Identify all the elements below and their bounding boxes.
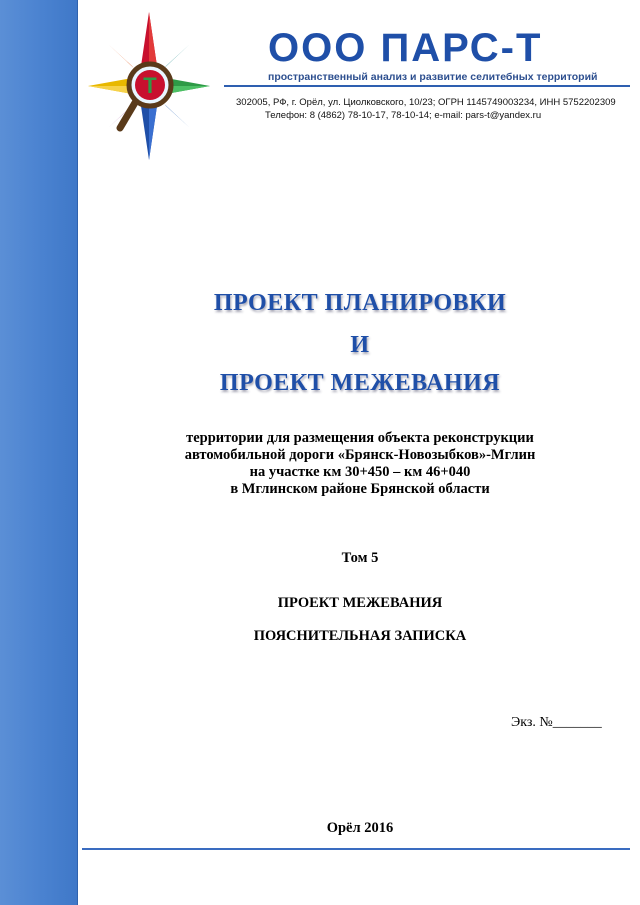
city-year: Орёл 2016 xyxy=(326,820,394,836)
document-type: ПОЯСНИТЕЛЬНАЯ ЗАПИСКА xyxy=(253,628,467,644)
company-name: ООО ПАРС-Т xyxy=(268,26,543,70)
description-line-3: на участке км 30+450 – км 46+040 xyxy=(249,464,471,480)
project-description xyxy=(80,430,640,498)
left-color-band xyxy=(0,0,78,905)
part-title: ПРОЕКТ МЕЖЕВАНИЯ xyxy=(277,595,443,611)
footer-divider xyxy=(82,848,630,850)
compass-star-magnifier-logo-icon xyxy=(84,8,214,164)
title-line-2: И xyxy=(350,332,370,358)
logo-letter: Т xyxy=(143,73,157,98)
company-tagline: пространственный анализ и развитие селитебных территорий xyxy=(268,71,598,83)
volume-label: Том 5 xyxy=(341,550,379,566)
company-contacts: Телефон: 8 (4862) 78-10-17, 78-10-14; e-mail: pars-t@yandex.ru xyxy=(265,110,542,121)
copy-number: Экз. №_______ xyxy=(511,715,602,730)
company-address: 302005, РФ, г. Орёл, ул. Циолковского, 10/23; ОГРН 1145749003234, ИНН 5752202309 xyxy=(236,97,616,108)
description-line-1: территории для размещения объекта реконструкции xyxy=(186,430,534,446)
title-line-3: ПРОЕКТ МЕЖЕВАНИЯ xyxy=(219,370,501,396)
description-line-4: в Мглинском районе Брянской области xyxy=(230,481,490,497)
description-line-2: автомобильной дороги «Брянск-Новозыбков»-Мглин xyxy=(184,447,536,463)
company-logo xyxy=(84,8,214,164)
title-line-1: ПРОЕКТ ПЛАНИРОВКИ xyxy=(213,290,507,316)
header-divider xyxy=(224,85,630,87)
